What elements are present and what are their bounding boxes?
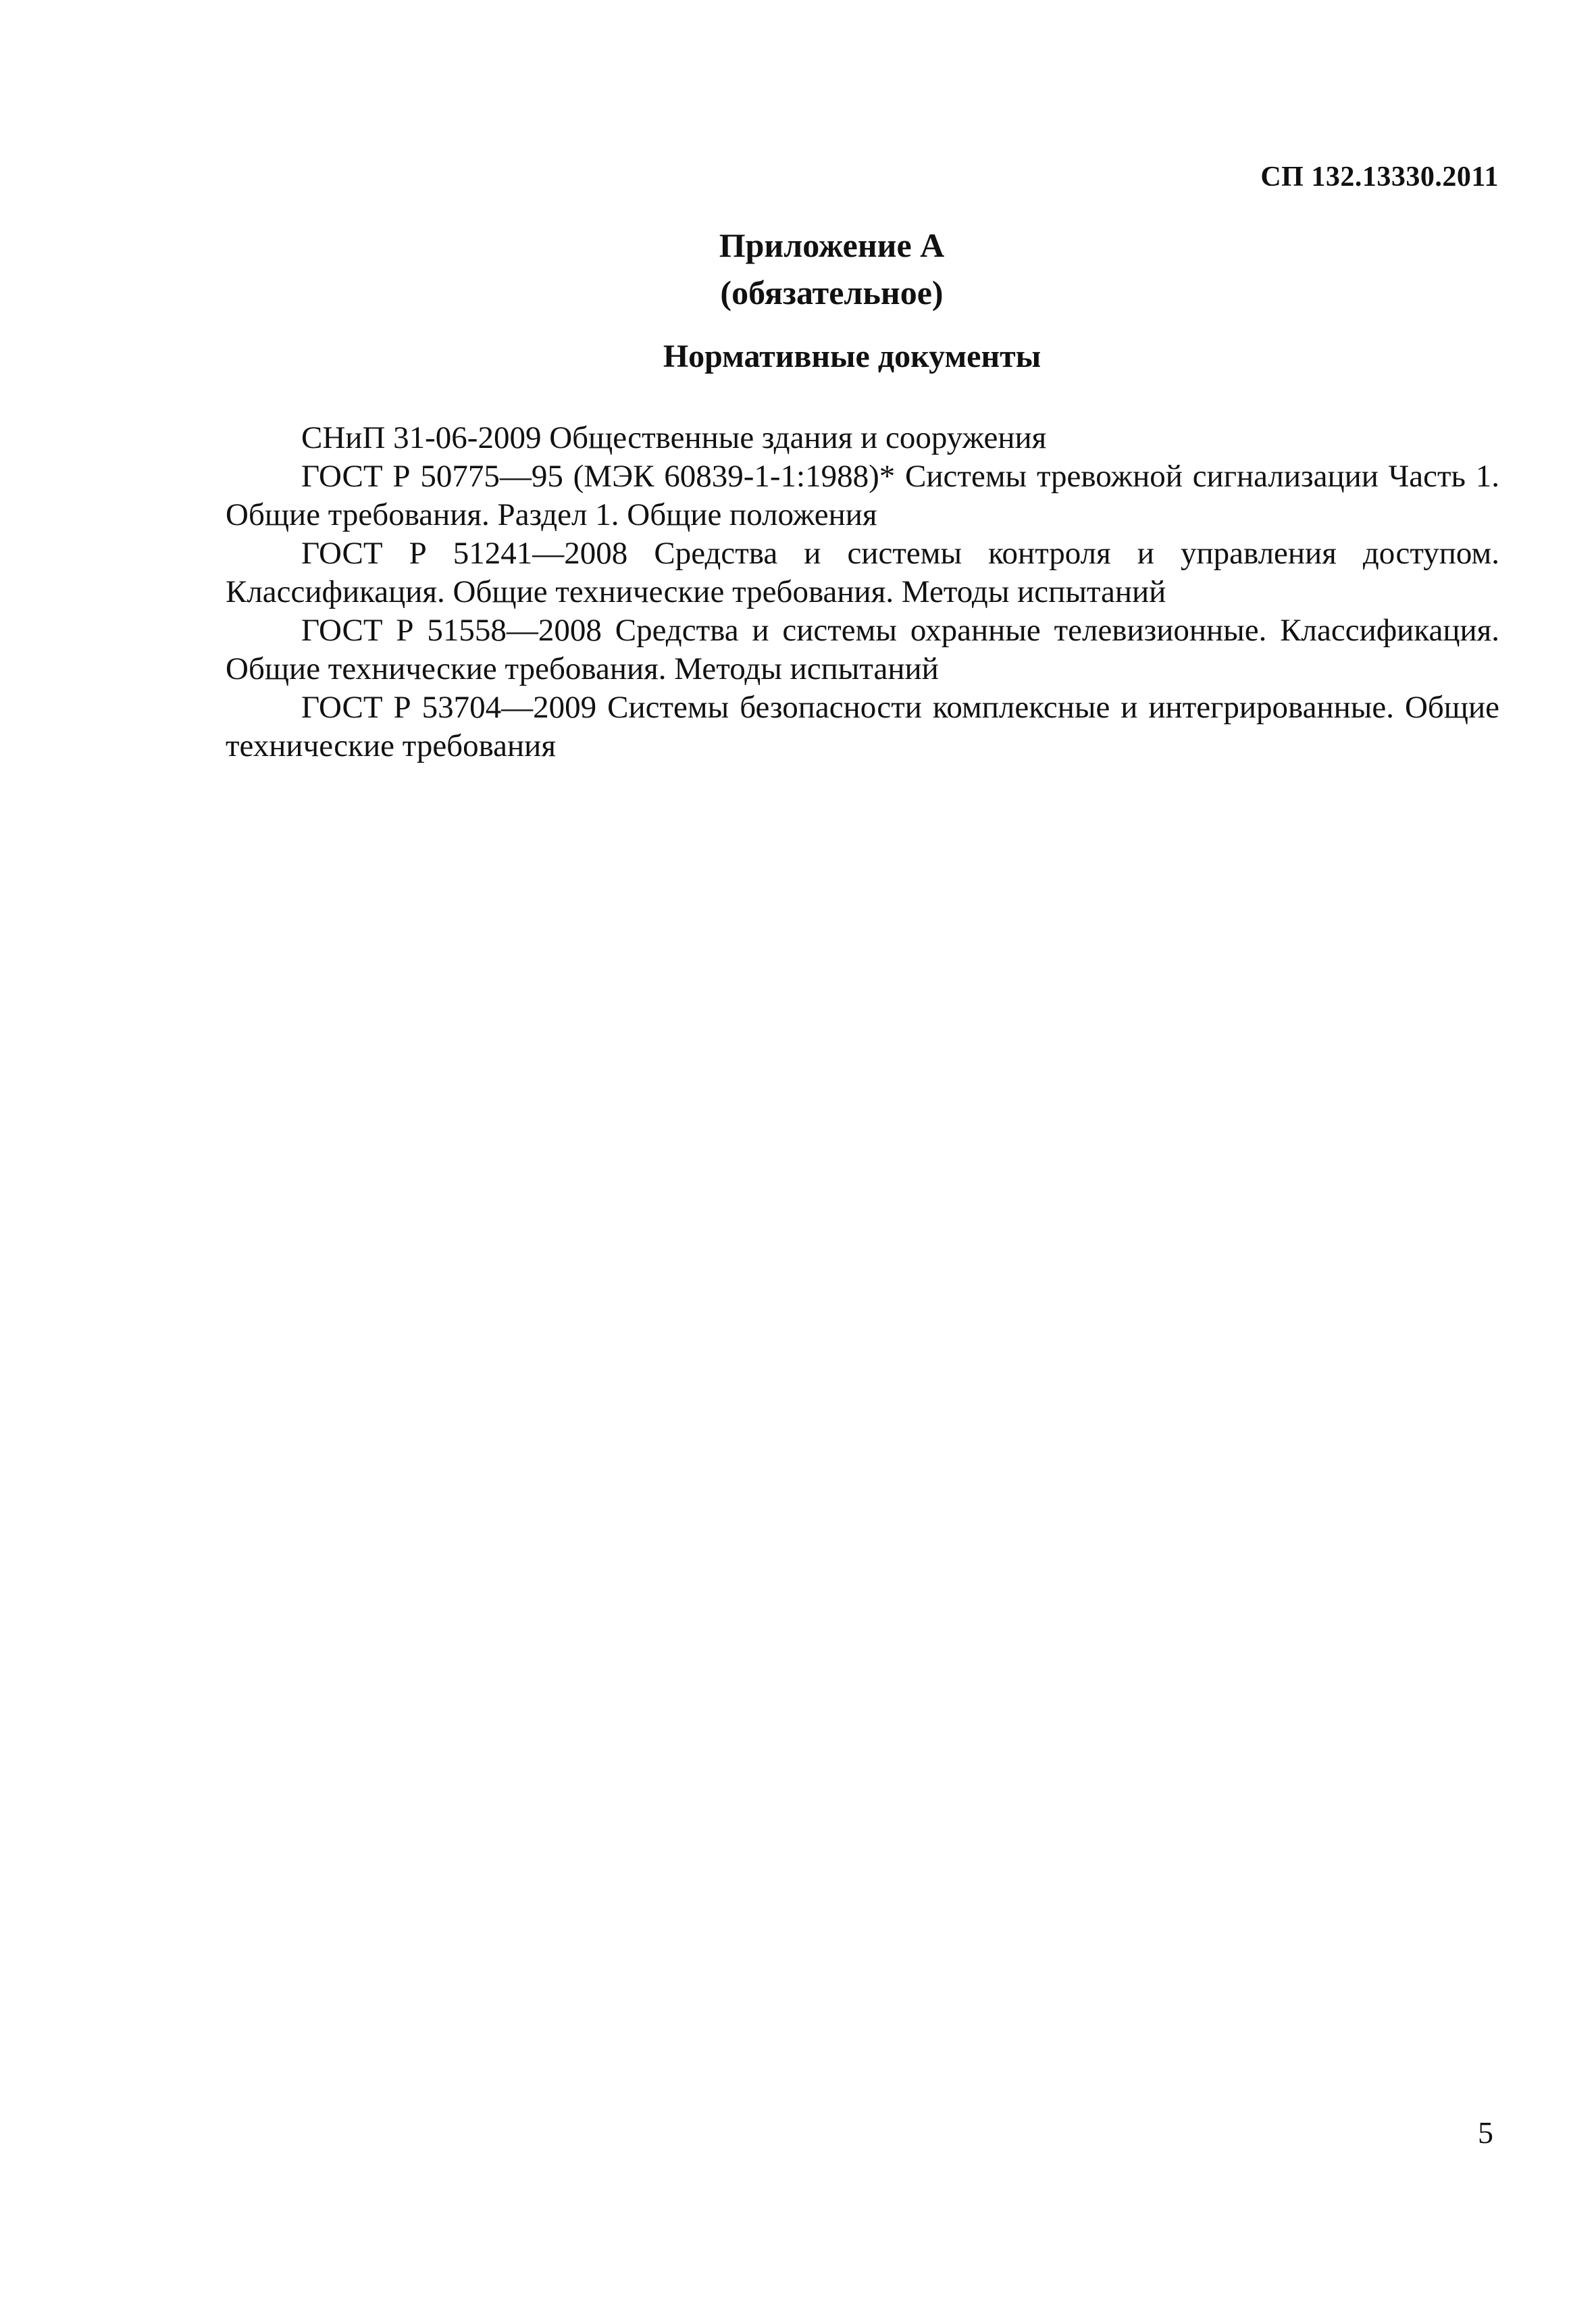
reference-item: СНиП 31-06-2009 Общественные здания и сооружения bbox=[301, 420, 1047, 455]
appendix-title: Приложение А bbox=[719, 226, 945, 264]
appendix-heading bbox=[0, 222, 1596, 316]
page-number: 5 bbox=[1478, 2115, 1493, 2150]
reference-item: ГОСТ Р 50775—95 (МЭК 60839-1-1:1988)* Системы тревожной сигнализации Часть 1. Общие требования. Раздел 1. Общие положения bbox=[226, 459, 1499, 532]
reference-list bbox=[226, 419, 1499, 765]
section-title: Нормативные документы bbox=[663, 338, 1041, 374]
appendix-status: (обязательное) bbox=[720, 274, 944, 311]
reference-item: ГОСТ Р 51558—2008 Средства и системы охранные телевизионные. Классификация. Общие технические требования. Методы испытаний bbox=[226, 613, 1499, 686]
document-code: СП 132.13330.2011 bbox=[1260, 161, 1499, 193]
reference-item: ГОСТ Р 51241—2008 Средства и системы контроля и управления доступом. Классификация. Общие технические требования. Методы испытаний bbox=[226, 536, 1499, 609]
reference-item: ГОСТ Р 53704—2009 Системы безопасности комплексные и интегрированные. Общие технические требования bbox=[226, 690, 1499, 763]
